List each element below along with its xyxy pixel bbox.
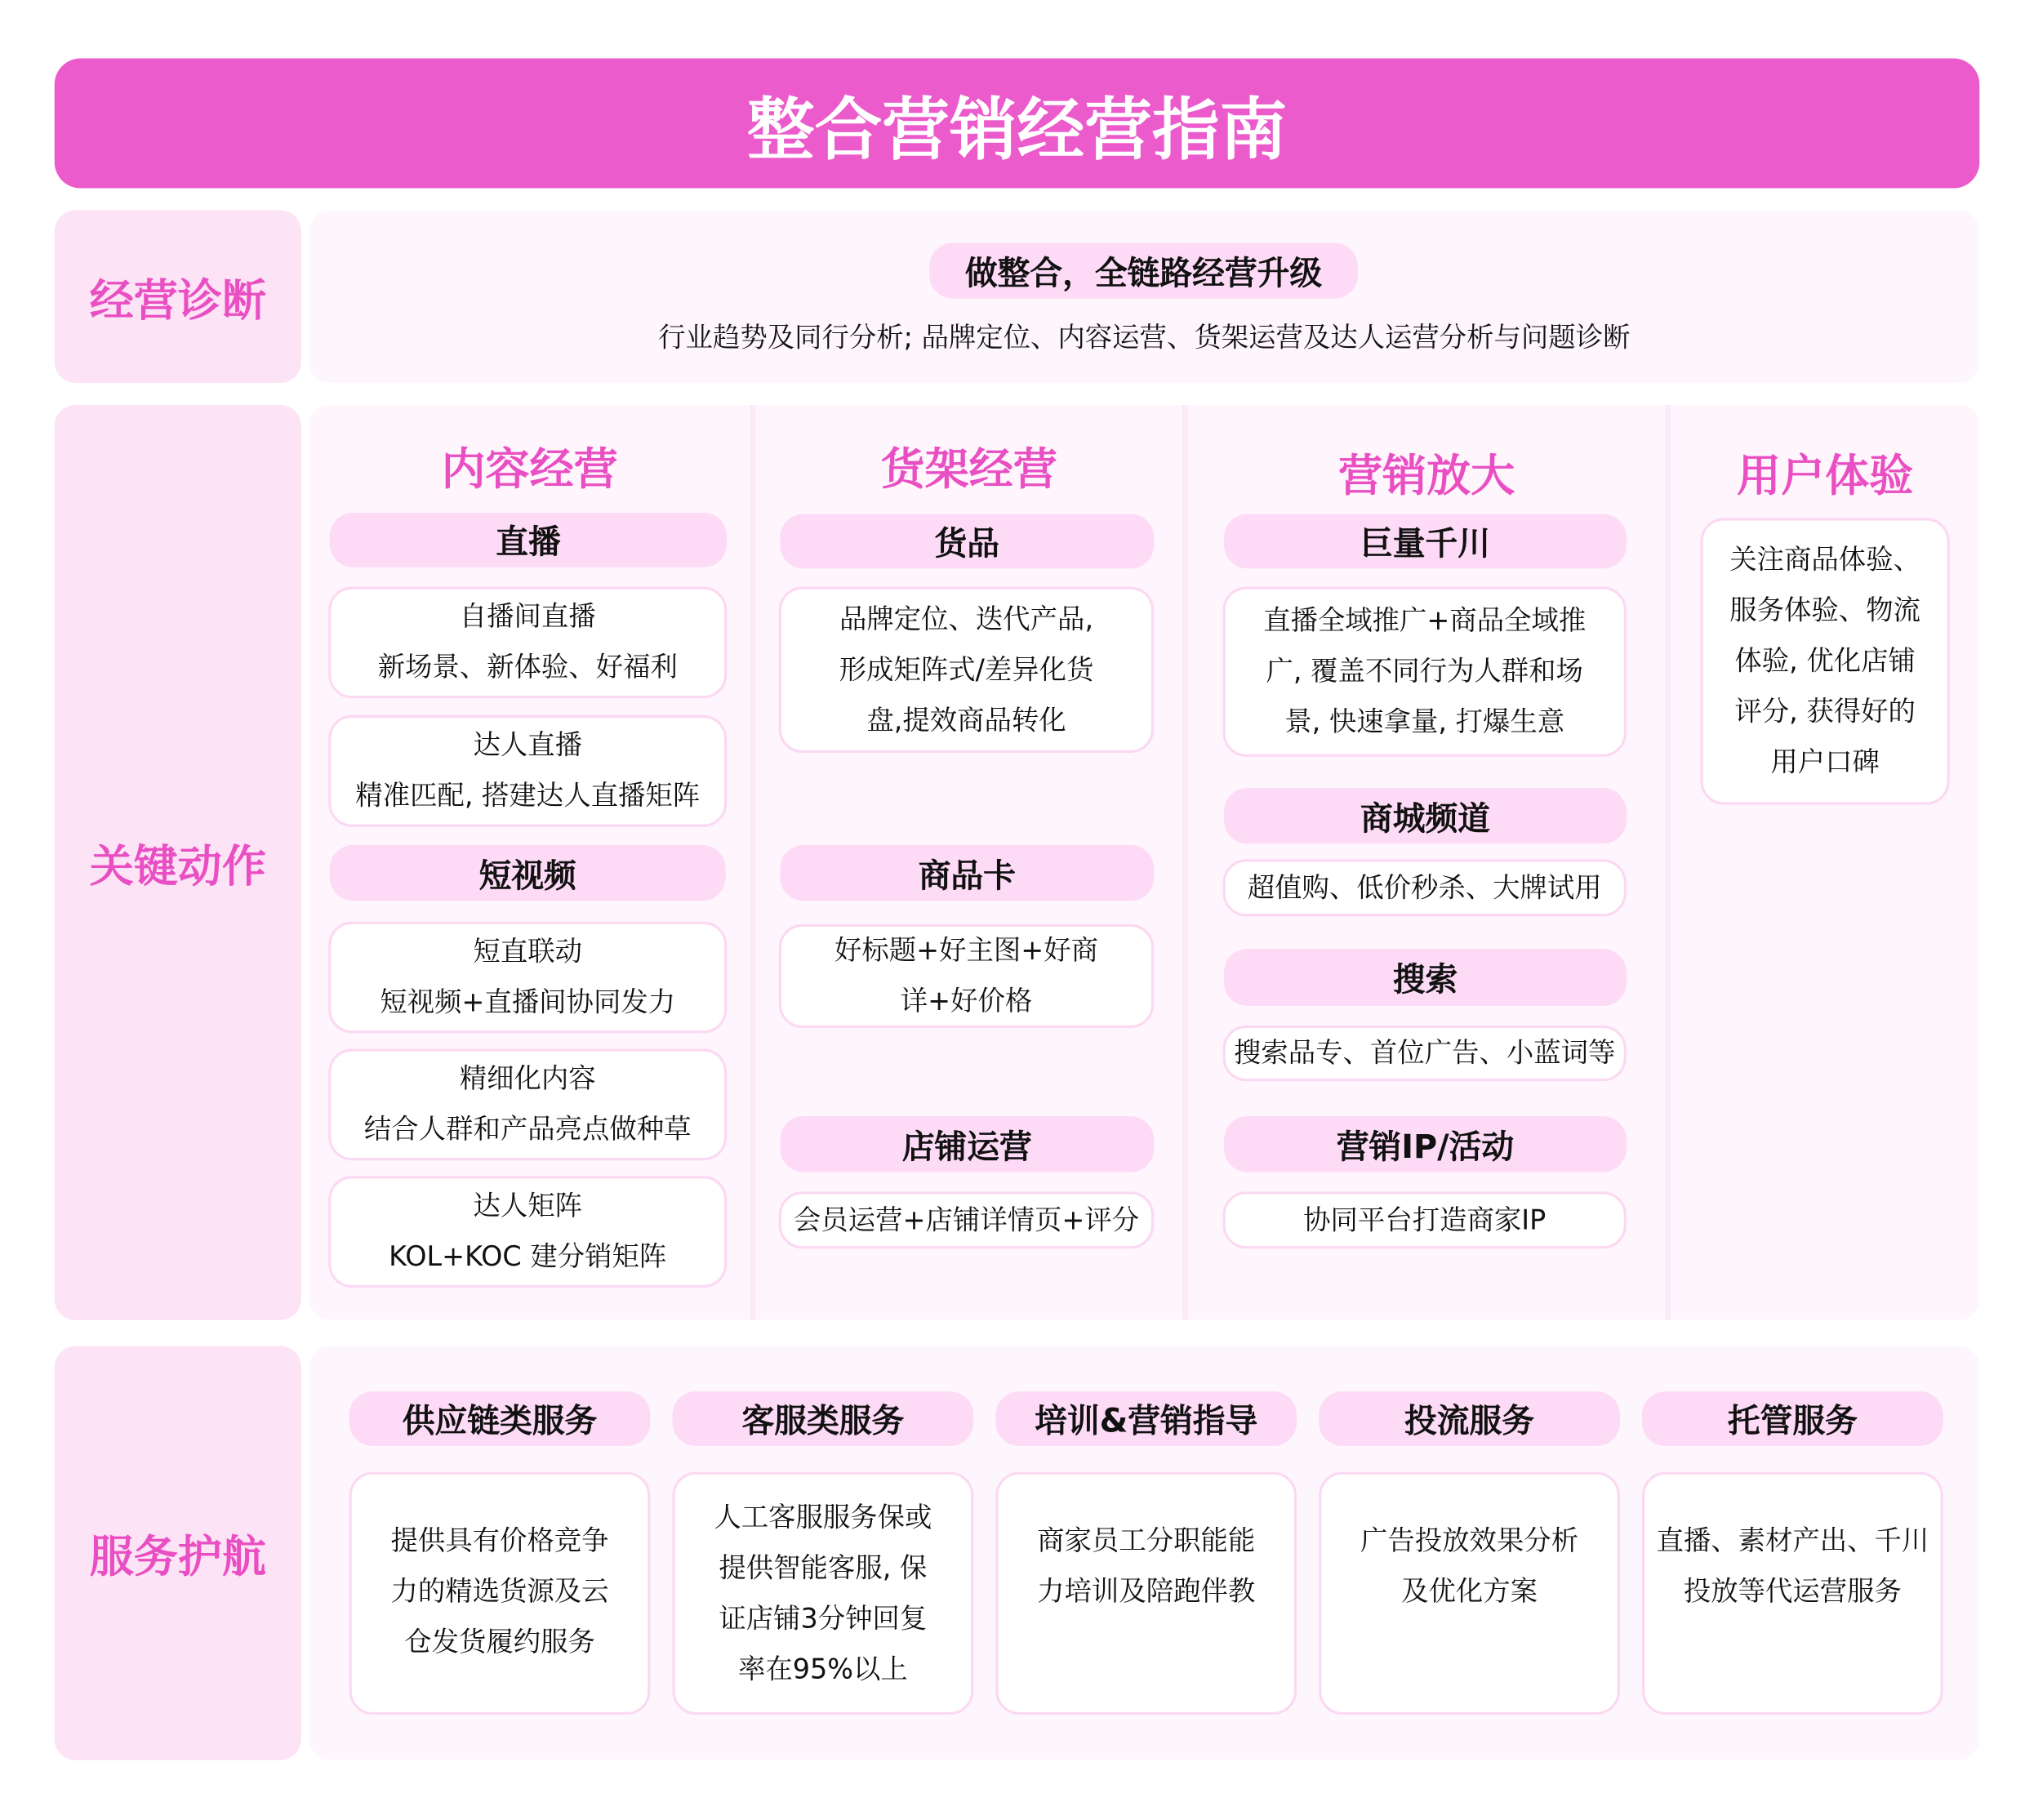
card-line: 景, 快速拿量, 打爆生意 — [1284, 705, 1565, 737]
card-qianchuan — [1222, 587, 1626, 757]
card-line: 商家员工分职能能 — [1037, 1524, 1256, 1557]
service-card — [995, 1472, 1297, 1715]
card-product-card — [779, 924, 1154, 1028]
card-video-live-link — [328, 922, 727, 1034]
card-line: 评分, 获得好的 — [1734, 696, 1916, 728]
service-pill: 供应链类服务 — [349, 1391, 651, 1446]
row-label-actions: 关键动作 — [55, 405, 301, 1320]
service-card — [349, 1472, 651, 1715]
pill-search: 搜索 — [1224, 949, 1627, 1006]
card-line: 投放等代运营服务 — [1683, 1575, 1902, 1608]
card-line: 结合人群和产品亮点做种草 — [363, 1113, 692, 1146]
card-line: 短视频+直播间协同发力 — [380, 986, 676, 1018]
card-line: KOL+KOC 建分销矩阵 — [389, 1240, 667, 1272]
diagnosis-pill: 做整合，全链路经营升级 — [929, 243, 1358, 298]
service-card — [1642, 1472, 1943, 1715]
card-store-ops: 会员运营+店铺详情页+评分 — [779, 1191, 1154, 1248]
column-divider — [1182, 405, 1187, 1320]
card-line: 及优化方案 — [1401, 1575, 1538, 1608]
card-line: 广, 覆盖不同行为人群和场 — [1266, 655, 1583, 687]
card-line: 形成矩阵式/差异化货 — [839, 653, 1094, 685]
card-self-live — [328, 587, 727, 699]
card-search: 搜索品专、首位广告、小蓝词等 — [1222, 1026, 1626, 1081]
row-label-diagnosis: 经营诊断 — [55, 211, 301, 383]
service-pill: 投流服务 — [1319, 1391, 1620, 1446]
card-line: 率在95%以上 — [737, 1653, 908, 1684]
card-line: 证店铺3分钟回复 — [719, 1602, 928, 1634]
card-line: 提供具有价格竞争 — [390, 1524, 609, 1557]
card-line: 详+好价格 — [900, 985, 1033, 1017]
diagnosis-panel — [309, 211, 1979, 383]
pill-product-card: 商品卡 — [780, 845, 1154, 901]
service-pill: 客服类服务 — [672, 1391, 973, 1446]
card-line: 广告投放效果分析 — [1360, 1524, 1579, 1557]
row-label-services: 服务护航 — [55, 1346, 301, 1760]
card-line: 好标题+好主图+好商 — [834, 934, 1099, 966]
card-line: 精细化内容 — [459, 1062, 596, 1095]
card-kol-matrix — [328, 1176, 727, 1288]
card-marketing-ip: 协同平台打造商家IP — [1222, 1191, 1626, 1248]
pill-qianchuan: 巨量千川 — [1224, 514, 1627, 569]
card-ux — [1701, 518, 1950, 804]
service-card — [1319, 1472, 1620, 1715]
card-kol-live — [328, 715, 727, 827]
card-line: 直播、素材产出、千川 — [1656, 1524, 1929, 1557]
column-title-content: 内容经营 — [441, 443, 618, 496]
card-line: 体验, 优化店铺 — [1734, 645, 1916, 677]
card-line: 关注商品体验、 — [1729, 544, 1920, 576]
card-line: 提供智能客服, 保 — [719, 1551, 928, 1583]
card-line: 新场景、新体验、好福利 — [377, 652, 678, 683]
column-title-marketing: 营销放大 — [1337, 450, 1515, 503]
column-title-ux: 用户体验 — [1737, 450, 1914, 503]
card-line: 力的精选货源及云 — [390, 1575, 609, 1608]
card-line: 仓发货履约服务 — [404, 1626, 595, 1658]
service-pill: 托管服务 — [1642, 1391, 1943, 1446]
service-card — [672, 1472, 973, 1715]
pill-mall-channel: 商城频道 — [1224, 788, 1627, 843]
card-line: 品牌定位、迭代产品, — [839, 603, 1094, 634]
card-line: 达人矩阵 — [473, 1190, 582, 1221]
page-title: 整合营销经营指南 — [55, 59, 1980, 189]
card-line: 自播间直播 — [459, 601, 596, 633]
column-divider — [750, 405, 755, 1320]
column-title-shelf: 货架经营 — [880, 443, 1057, 496]
diagnosis-text: 行业趋势及同行分析; 品牌定位、内容运营、货架运营及达人运营分析与问题诊断 — [658, 322, 1631, 354]
card-line: 用户口碑 — [1770, 746, 1880, 778]
card-line: 达人直播 — [473, 729, 582, 761]
card-line: 力培训及陪跑伴教 — [1037, 1575, 1256, 1608]
card-line: 直播全域推广+商品全域推 — [1263, 604, 1587, 636]
card-line: 盘,提效商品转化 — [866, 704, 1066, 736]
pill-short-video: 短视频 — [330, 845, 726, 901]
pill-marketing-ip: 营销IP/活动 — [1224, 1116, 1627, 1172]
pill-live: 直播 — [330, 513, 727, 567]
card-line: 短直联动 — [473, 936, 582, 968]
card-line: 人工客服服务保或 — [714, 1501, 932, 1533]
column-divider — [1666, 405, 1671, 1320]
pill-store-ops: 店铺运营 — [780, 1116, 1154, 1172]
service-pill: 培训&营销指导 — [995, 1391, 1297, 1446]
card-line: 服务体验、物流 — [1729, 594, 1920, 626]
card-refined-content — [328, 1048, 727, 1160]
pill-goods: 货品 — [780, 514, 1154, 569]
card-mall-channel: 超值购、低价秒杀、大牌试用 — [1222, 859, 1626, 916]
card-goods — [779, 587, 1154, 753]
card-line: 精准匹配, 搭建达人直播矩阵 — [355, 780, 701, 812]
